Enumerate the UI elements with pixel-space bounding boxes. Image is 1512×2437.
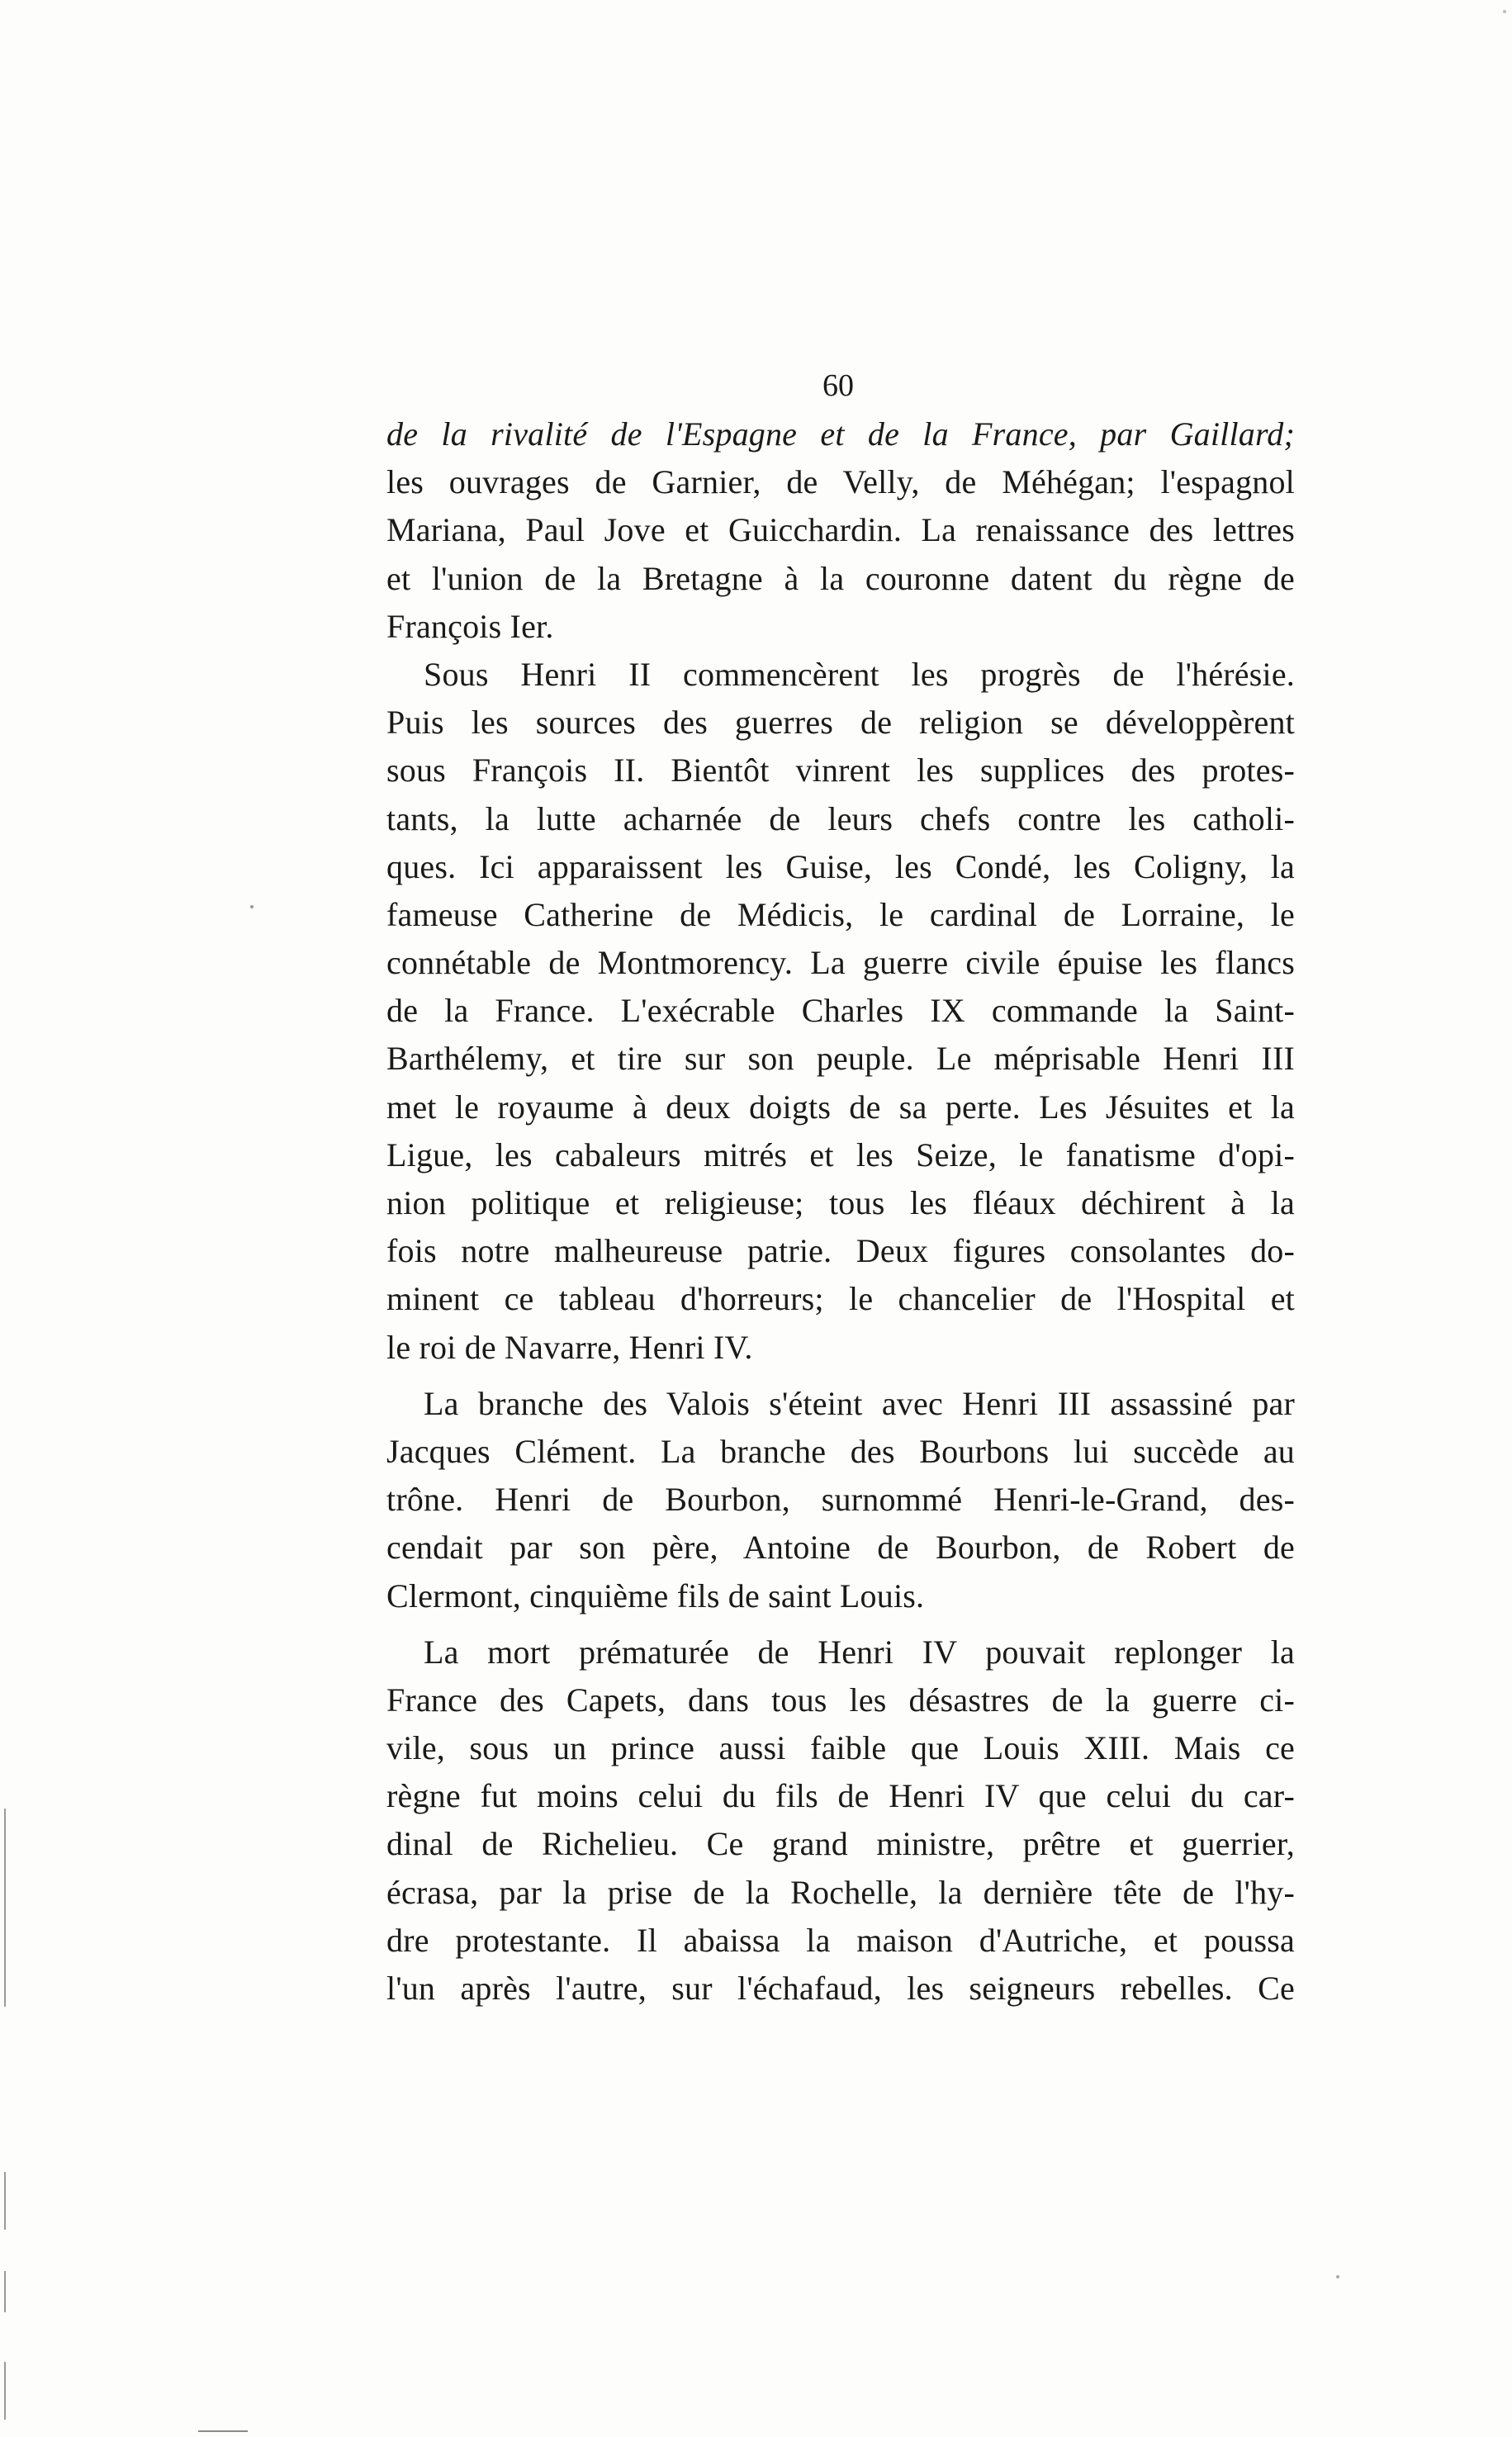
scan-speck	[1336, 2275, 1339, 2278]
text-line: dre protestante. Il abaissa la maison d'Autriche, et poussa	[386, 1921, 1295, 1959]
paragraph-start-line: La branche des Valois s'éteint avec Henri III assassiné par	[424, 1384, 1295, 1422]
scan-speck	[250, 905, 254, 908]
text-line: connétable de Montmorency. La guerre civile épuise les flancs	[386, 944, 1295, 982]
text-line: Puis les sources des guerres de religion se développèrent	[386, 704, 1295, 742]
paragraph-start-line: La mort prématurée de Henri IV pouvait replonger la	[424, 1633, 1295, 1671]
text-line: met le royaume à deux doigts de sa perte. Les Jésuites et la	[386, 1088, 1295, 1126]
paragraph-start-line: Sous Henri II commencèrent les progrès de l'hérésie.	[424, 655, 1295, 693]
text-line: fameuse Catherine de Médicis, le cardinal de Lorraine, le	[386, 895, 1295, 933]
text-line: minent ce tableau d'horreurs; le chancelier de l'Hospital et	[386, 1280, 1295, 1318]
text-line: tants, la lutte acharnée de leurs chefs contre les catholi-	[386, 799, 1295, 837]
text-line: ques. Ici apparaissent les Guise, les Condé, les Coligny, la	[386, 847, 1295, 885]
text-line: trône. Henri de Bourbon, surnommé Henri-le-Grand, des-	[386, 1481, 1295, 1519]
text-line: nion politique et religieuse; tous les fléaux déchirent à la	[386, 1184, 1295, 1221]
text-line: de la France. L'exécrable Charles IX commande la Saint-	[386, 992, 1295, 1030]
text-line: François Ier.	[386, 607, 554, 645]
text-line: Ligue, les cabaleurs mitrés et les Seize, le fanatisme d'opi-	[386, 1136, 1295, 1173]
text-line: dinal de Richelieu. Ce grand ministre, prêtre et guerrier,	[386, 1825, 1295, 1863]
text-line: Barthélemy, et tire sur son peuple. Le méprisable Henri III	[386, 1040, 1295, 1078]
text-line: France des Capets, dans tous les désastres de la guerre ci-	[386, 1681, 1295, 1719]
text-line: Clermont, cinquième fils de saint Louis.	[386, 1576, 925, 1614]
text-line: cendait par son père, Antoine de Bourbon, de Robert de	[386, 1529, 1295, 1567]
text-line: l'un après l'autre, sur l'échafaud, les seigneurs rebelles. Ce	[386, 1970, 1295, 2007]
scan-speck	[1503, 10, 1506, 13]
text-line: Mariana, Paul Jove et Guicchardin. La renaissance des lettres	[386, 511, 1295, 549]
text-line: vile, sous un prince aussi faible que Louis XIII. Mais ce	[386, 1729, 1295, 1767]
text-line: fois notre malheureuse patrie. Deux figures consolantes do-	[386, 1232, 1295, 1270]
text-line: écrasa, par la prise de la Rochelle, la dernière tête de l'hy-	[386, 1873, 1295, 1911]
text-line: et l'union de la Bretagne à la couronne datent du règne de	[386, 559, 1295, 597]
text-line: sous François II. Bientôt vinrent les supplices des protes-	[386, 751, 1295, 789]
body-text	[386, 410, 1295, 2013]
text-line: Jacques Clément. La branche des Bourbons lui succède au	[386, 1432, 1295, 1470]
page-number: 60	[822, 368, 854, 403]
text-line: règne fut moins celui du fils de Henri IV que celui du car-	[386, 1777, 1295, 1815]
text-line: de la rivalité de l'Espagne et de la France, par Gaillard;	[386, 415, 1295, 453]
text-line: les ouvrages de Garnier, de Velly, de Méhégan; l'espagnol	[386, 463, 1295, 501]
text-line: le roi de Navarre, Henri IV.	[386, 1328, 753, 1366]
